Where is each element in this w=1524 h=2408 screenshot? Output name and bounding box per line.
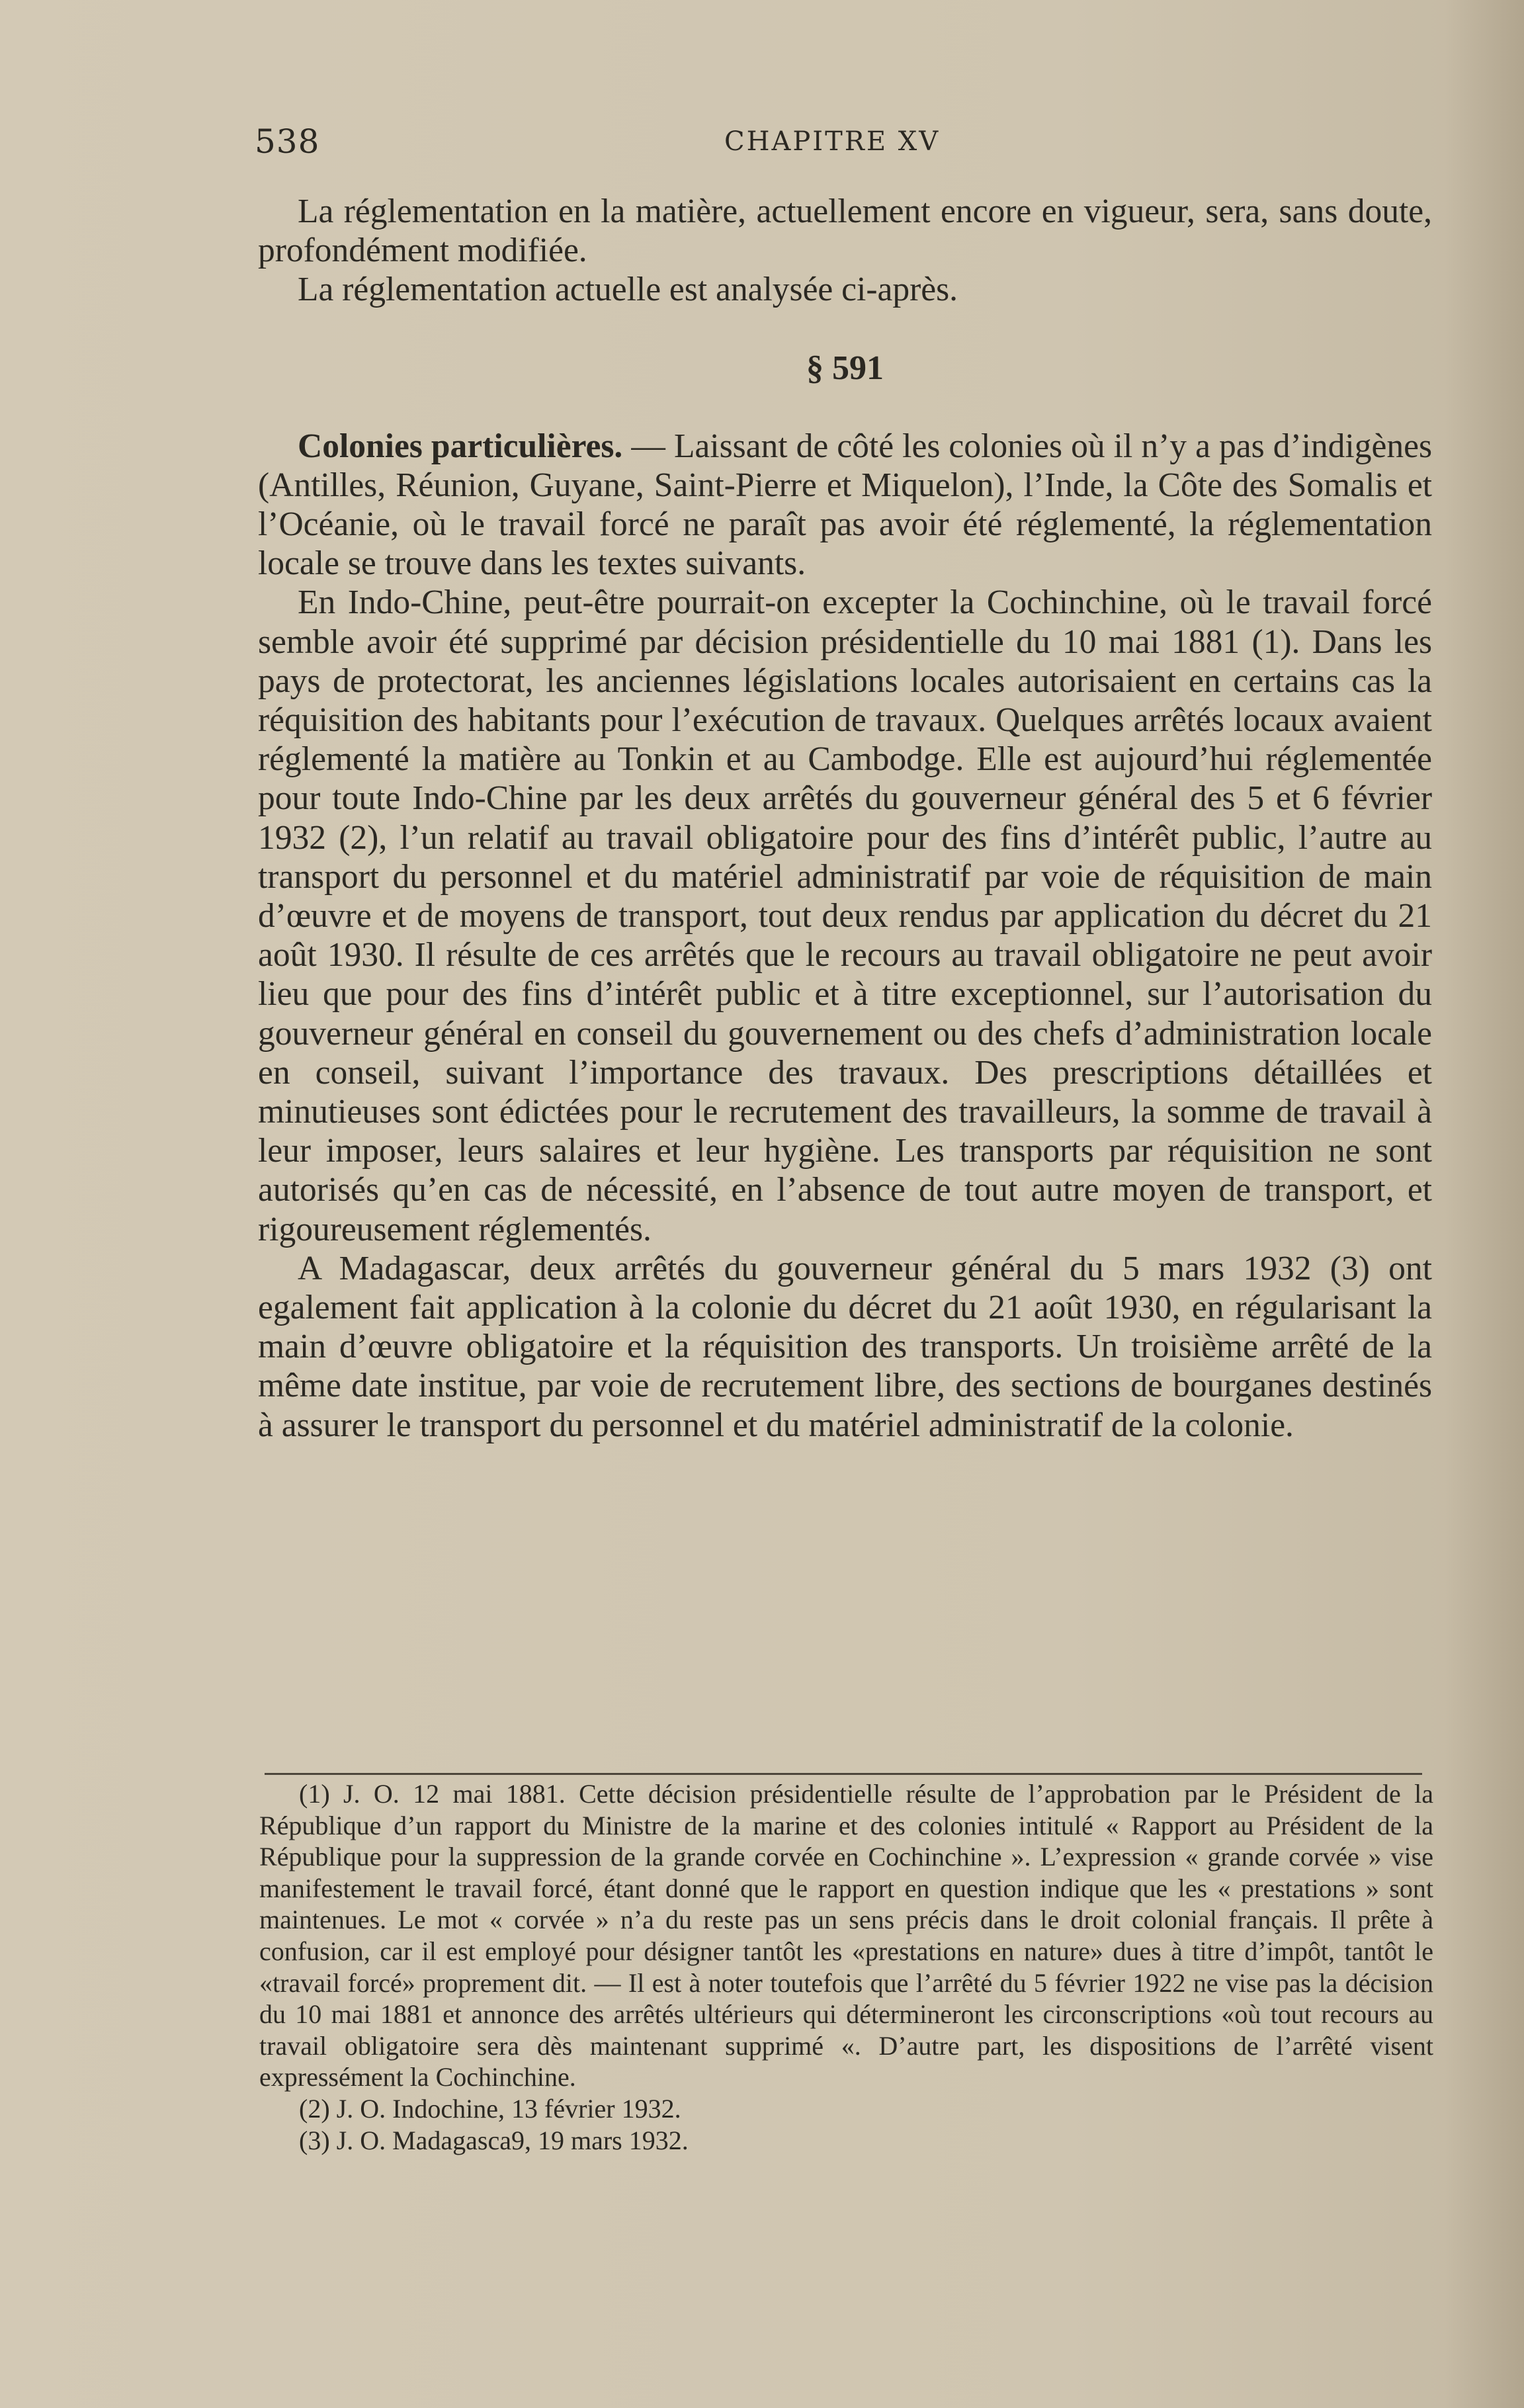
footnote-divider (265, 1773, 1422, 1775)
paragraph-4: En Indo-Chine, peut-être pourrait-on excepter la Cochinchine, où le travail forcé semble avoir été supprimé par décision présidentielle du 10 mai 1881 (1). Dans les pays de protectorat, les anciennes législations locales autorisaient en certains cas la réquisition des habitants pour l’exécution de travaux. Quelques arrêtés locaux avaient réglementé la matière au Tonkin et au Cambodge. Elle est aujourd’hui réglementée pour toute Indo-Chine par les deux arrêtés du gouverneur général des 5 et 6 février 1932 (2), l’un relatif au travail obligatoire pour des fins d’intérêt public, l’autre au transport du personnel et du matériel administratif par voie de réquisition de main d’œuvre et de moyens de transport, tout deux rendus par application du décret du 21 août 1930. Il résulte de ces arrêtés que le recours au travail obligatoire ne peut avoir lieu que pour des fins d’intérêt public et à titre exceptionnel, sur l’autorisation du gouverneur général en conseil du gouvernement ou des chefs d’administration locale en conseil, suivant l’importance des travaux. Des prescriptions détaillées et minutieuses sont édictées pour le recrutement des travailleurs, la somme de travail à leur imposer, leurs salaires et leur hygiène. Les transports par réquisition ne sont autorisés qu’en cas de nécessité, en l’absence de tout autre moyen de transport, et rigoureusement réglementés. (258, 583, 1432, 1248)
footnote-2: (2) J. O. Indochine, 13 février 1932. (299, 2093, 681, 2124)
page-gutter-shadow (1445, 0, 1524, 2408)
page-header (255, 122, 1432, 169)
main-text (258, 192, 1432, 1445)
page-number: 538 (255, 122, 320, 161)
paragraph-1: La réglementation en la matière, actuellement encore en vigueur, sera, sans doute, profondément modifiée. (258, 193, 1432, 270)
running-head: CHAPITRE XV (724, 126, 941, 157)
footnote-1: (1) J. O. 12 mai 1881. Cette décision présidentielle résulte de l’approbation par le Président de la République d’un rapport du Ministre de la marine et des colonies intitulé « Rapport au Président de la République pour la suppression de la grande corvée en Cochinchine ». L’expression « grande corvée » vise manifestement le travail forcé, étant donné que le rapport en question indique que les « prestations » sont maintenues. Le mot « corvée » n’a du reste pas un sens précis dans le droit colonial français. Il prête à confusion, car il est employé pour désigner tantôt les «prestations en nature» dues à titre d’impôt, tantôt le «travail forcé» proprement dit. — Il est à noter toutefois que l’arrêté du 5 février 1922 ne vise pas la décision du 10 mai 1881 et annonce des arrêtés ultérieurs qui détermineront les circonscriptions «où tout recours au travail obligatoire sera dès maintenant supprimé «. D’autre part, les dispositions de l’arrêté visent expressément la Cochinchine. (259, 1779, 1433, 2092)
paragraph-2: La réglementation actuelle est analysée ci-après. (298, 271, 958, 309)
paragraph-5: A Madagascar, deux arrêtés du gouverneur général du 5 mars 1932 (3) ont egalement fait application à la colonie du décret du 21 août 1930, en régularisant la main d’œuvre obligatoire et la réquisition des transports. Un troisième arrêté de la même date institue, par voie de recrutement libre, des sections de bourganes destinés à assurer le transport du personnel et du matériel administratif de la colonie. (258, 1249, 1432, 1444)
paragraph-3-lead: Colonies particulières. (298, 427, 623, 465)
paragraph-3-text: — Laissant de côté les colonies où il n’y a pas d’indigènes (Antilles, Réunion, Guyane, Saint-Pierre et Miquelon), l’Inde, la Côte des Somalis et l’Océanie, où le travail forcé ne paraît pas avoir été réglementé, la réglementation locale se trouve dans les textes suivants. (258, 427, 1432, 583)
footnotes (259, 1778, 1433, 2156)
section-heading: § 591 (806, 349, 884, 387)
footnote-3: (3) J. O. Madagasca9, 19 mars 1932. (299, 2125, 689, 2155)
paragraph-3 (258, 427, 1432, 583)
